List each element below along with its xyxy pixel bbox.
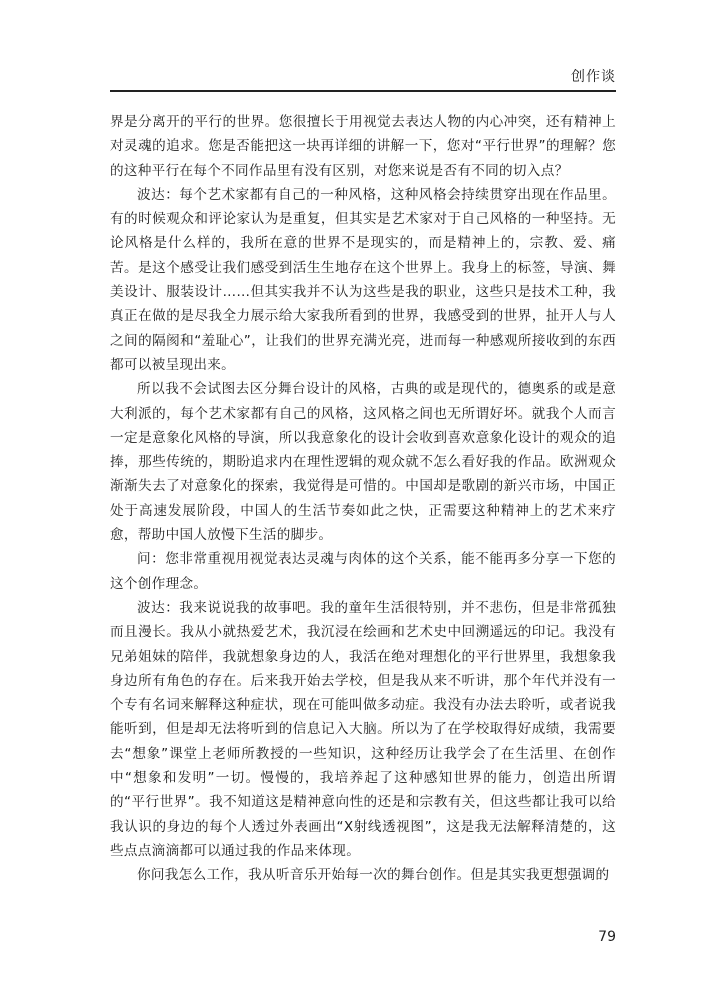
page-header	[110, 66, 616, 88]
paragraph: 波达：每个艺术家都有自己的一种风格，这种风格会持续贯穿出现在作品里。有的时候观众和评论家认为是重复，但其实是艺术家对于自己风格的一种坚持。无论风格是什么样的，我所在意的世界不是现实的，而是精神上的，宗教、爱、痛苦。是这个感受让我们感受到活生生地存在这个世界上。我身上的标签，导演、舞美设计、服装设计……但其实我并不认为这些是我的职业，这些只是技术工种，我真正在做的是尽我全力展示给大家我所看到的世界，我感受到的世界，扯开人与人之间的隔阂和“羞耻心”，让我们的世界充满光亮，进而每一种感观所接收到的东西都可以被呈现出来。	[110, 186, 616, 373]
paragraph: 波达：我来说说我的故事吧。我的童年生活很特别，并不悲伤，但是非常孤独而且漫长。我从小就热爱艺术，我沉浸在绘画和艺术史中回溯遥远的印记。我没有兄弟姐妹的陪伴，我就想象身边的人，我活在绝对理想化的平行世界里，我想象我身边所有角色的存在。后来我开始去学校，但是我从来不听讲，那个年代并没有一个专有名词来解释这种症状，现在可能叫做多动症。我没有办法去聆听，或者说我能听到，但是却无法将听到的信息记入大脑。所以为了在学校取得好成绩，我需要去“想象”课堂上老师所教授的一些知识，这种经历让我学会了在生活里、在创作中“想象和发明”一切。慢慢的，我培养起了这种感知世界的能力，创造出所谓的“平行世界”。我不知道这是精神意向性的还是和宗教有关，但这些都让我可以给我认识的身边的每个人透过外表画出“X射线透视图”，这是我无法解释清楚的，这些点点滴滴都可以通过我的作品来体现。	[110, 599, 616, 859]
page-number: 79	[598, 929, 616, 945]
paragraph: 你问我怎么工作，我从听音乐开始每一次的舞台创作。但是其实我更想强调的	[137, 867, 610, 884]
paragraph: 界是分离开的平行的世界。您很擅长于用视觉去表达人物的内心冲突，还有精神上对灵魂的追求。您是否能把这一块再详细的讲解一下，您对“平行世界”的理解？您的这种平行在每个不同作品里有没有区别，对您来说是否有不同的切入点？	[110, 114, 616, 179]
header-divider	[110, 90, 616, 92]
body-text	[110, 110, 616, 888]
paragraph: 所以我不会试图去区分舞台设计的风格，古典的或是现代的，德奥系的或是意大利派的，每个艺术家都有自己的风格，这风格之间也无所谓好坏。就我个人而言一定是意象化风格的导演，所以我意象化的设计会收到喜欢意象化设计的观众的追捧，那些传统的，期盼追求内在理性逻辑的观众就不怎么看好我的作品。欧洲观众渐渐失去了对意象化的探索，我觉得是可惜的。中国却是歌剧的新兴市场，中国正处于高速发展阶段，中国人的生活节奏如此之快，正需要这种精神上的艺术来疗愈，帮助中国人放慢下生活的脚步。	[110, 381, 616, 544]
paragraph: 问：您非常重视用视觉表达灵魂与肉体的这个关系，能不能再多分享一下您的这个创作理念。	[110, 551, 616, 592]
section-label: 创作谈	[571, 69, 616, 85]
